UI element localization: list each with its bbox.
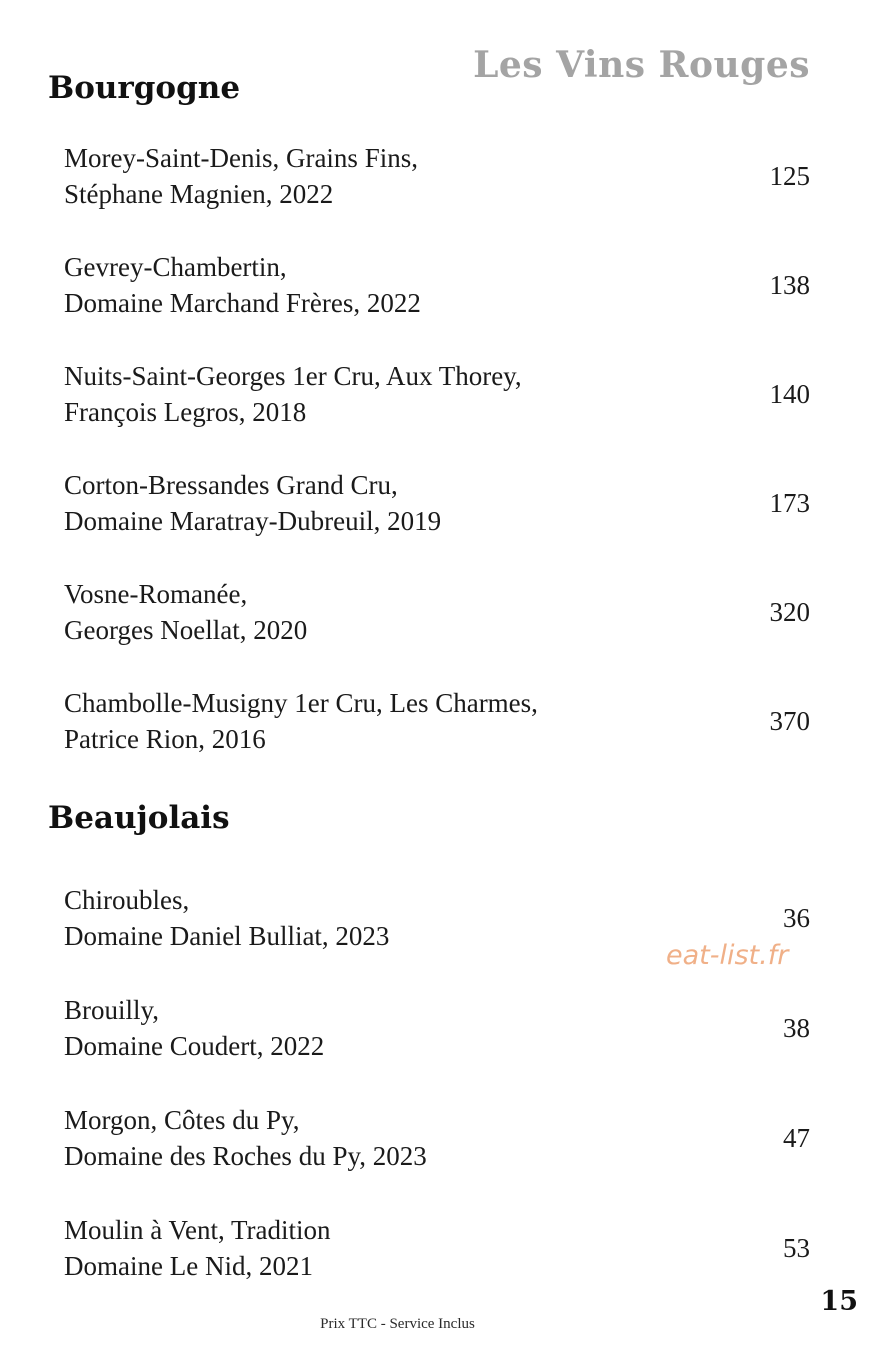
wine-price: 140 (769, 379, 810, 409)
watermark: eat-list.fr (666, 940, 789, 971)
wine-producer-line: Domaine Maratray-Dubreuil, 2019 (64, 506, 442, 536)
wine-producer-line: Domaine Le Nid, 2021 (64, 1251, 313, 1281)
wine-item (64, 1102, 810, 1182)
wine-name-line: Morey-Saint-Denis, Grains Fins, (64, 143, 418, 173)
wine-price: 320 (769, 597, 810, 627)
wine-producer-line: Stéphane Magnien, 2022 (64, 179, 334, 209)
wine-name-line: Chiroubles, (64, 885, 190, 915)
wine-item (64, 1212, 810, 1292)
wine-name (64, 1102, 427, 1174)
wine-name-line: Vosne-Romanée, (64, 579, 248, 609)
wine-item (64, 992, 810, 1072)
wine-producer-line: Domaine Coudert, 2022 (64, 1031, 325, 1061)
page-number: 15 (820, 1286, 858, 1317)
wine-name-line: Corton-Bressandes Grand Cru, (64, 470, 398, 500)
wine-name (64, 140, 418, 212)
wine-name (64, 358, 522, 430)
wine-name (64, 576, 307, 648)
wine-producer-line: Domaine Marchand Frères, 2022 (64, 288, 421, 318)
wine-name-line: Morgon, Côtes du Py, (64, 1105, 300, 1135)
wine-name-line: Gevrey-Chambertin, (64, 252, 287, 282)
section-heading-bourgogne: Bourgogne (48, 70, 241, 106)
wine-name-line: Chambolle-Musigny 1er Cru, Les Charmes, (64, 688, 538, 718)
page-title: Les Vins Rouges (473, 44, 810, 86)
wine-item (64, 358, 810, 438)
wine-price: 47 (783, 1123, 810, 1153)
wine-name (64, 685, 538, 757)
wine-price: 38 (783, 1013, 810, 1043)
wine-name-line: Nuits-Saint-Georges 1er Cru, Aux Thorey, (64, 361, 522, 391)
wine-name (64, 992, 324, 1064)
wine-price: 53 (783, 1233, 810, 1263)
wine-item (64, 249, 810, 329)
wine-name (64, 249, 421, 321)
wine-item (64, 140, 810, 220)
wine-producer-line: Domaine Daniel Bulliat, 2023 (64, 921, 390, 951)
wine-price: 138 (769, 270, 810, 300)
wine-price: 125 (769, 161, 810, 191)
wine-price: 173 (769, 488, 810, 518)
section-heading-beaujolais: Beaujolais (48, 800, 230, 836)
wine-name (64, 1212, 331, 1284)
wine-name (64, 467, 441, 539)
footer-note: Prix TTC - Service Inclus (320, 1316, 475, 1332)
wine-producer-line: Domaine des Roches du Py, 2023 (64, 1141, 427, 1171)
wine-price: 36 (783, 903, 810, 933)
wine-item (64, 467, 810, 547)
wine-item (64, 576, 810, 656)
wine-producer-line: François Legros, 2018 (64, 397, 307, 427)
wine-item (64, 685, 810, 765)
wine-name (64, 882, 389, 954)
wine-producer-line: Georges Noellat, 2020 (64, 615, 308, 645)
wine-name-line: Moulin à Vent, Tradition (64, 1215, 331, 1245)
wine-producer-line: Patrice Rion, 2016 (64, 724, 266, 754)
wine-price: 370 (769, 706, 810, 736)
wine-name-line: Brouilly, (64, 995, 160, 1025)
